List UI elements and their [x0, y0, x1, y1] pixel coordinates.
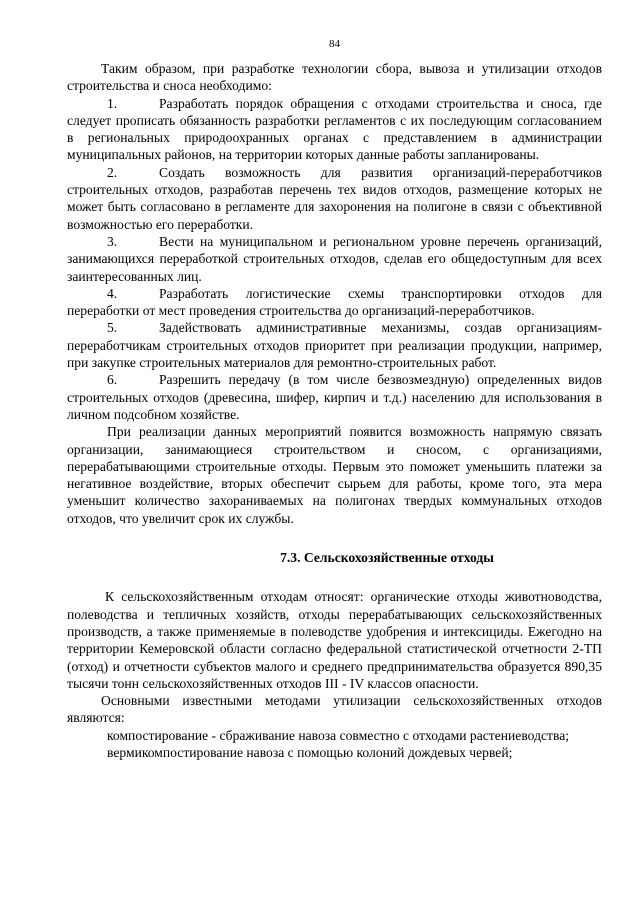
list-item-number: 2.	[107, 164, 118, 180]
intro-paragraph: Таким образом, при разработке технологии сбора, вывоза и утилизации отходов строительства и сноса необходимо:	[67, 61, 602, 94]
list-item	[67, 233, 602, 285]
section-paragraph: Основными известными методами утилизации сельскохозяйственных отходов являются:	[67, 693, 602, 726]
list-item-text: Вести на муниципальном и региональном уровне перечень организаций, занимающихся переработкой строительных отходов, сделав его общедоступным для всех заинтересованных лиц.	[67, 233, 602, 284]
list-item	[67, 95, 602, 164]
list-item-number: 1.	[107, 95, 118, 111]
section-heading: 7.3. Сельскохозяйственные отходы	[280, 550, 494, 566]
list-item-text: Задействовать административные механизмы, создав организациям-переработчикам строительных отходов приоритет при реализации продукции, например, при закупке строительных материалов для ремонтно-строительных работ.	[67, 320, 602, 371]
list-item	[67, 285, 602, 320]
list-item-number: 5.	[107, 320, 118, 336]
list-item-text: Разработать логистические схемы транспортировки отходов для переработки от мест проведения строительства до организаций-переработчиков.	[67, 285, 602, 319]
list-item	[67, 371, 602, 423]
list-item-text: Разрешить передачу (в том числе безвозмездную) определенных видов строительных отходов (древесина, шифер, кирпич и т.д.) населению для использования в личном подсобном хозяйстве.	[67, 372, 602, 422]
document-body	[67, 60, 602, 761]
page-number: 84	[329, 38, 340, 50]
section-paragraph: К сельскохозяйственным отходам относят: органические отходы животноводства, полеводства и тепличных хозяйств, отходы перерабатывающих сельскохозяйственных производств, а также применяемые в полеводстве удобрения и интексициды. Ежегодно на территории Кемеровской области согласно федеральной статистической отчетности 2-ТП (отход) и отчетности субъектов малого и среднего предпринимательства образуется 890,35 тысячи тонн сельскохозяйственных отходов III - IV классов опасности.	[67, 589, 602, 691]
list-item-text: Создать возможность для развития организаций-переработчиков строительных отходов, разработав перечень тех видов отходов, размещение которых не может быть согласовано в регламенте для захоронения на полигоне в связи с объективной возможностью его переработки.	[67, 164, 602, 232]
conclusion-paragraph: При реализации данных мероприятий появится возможность напрямую связать организации, занимающиеся строительством и сносом, с организациями, перерабатывающими строительные отходы. Первым это поможет уменьшить платежи за негативное воздействие, вторых обеспечит сырьем для работы, кроме того, эта мера уменьшит количество захораниваемых на полигонах твердых коммунальных отходов отходов, что увеличит срок их службы.	[67, 424, 602, 526]
list-item	[67, 319, 602, 371]
list-item-number: 3.	[107, 233, 118, 249]
list-item-number: 4.	[107, 285, 118, 301]
list-item	[67, 164, 602, 233]
method-item: вермикомпостирование навоза с помощью колоний дождевых червей;	[107, 744, 513, 760]
method-item: компостирование - сбраживание навоза совместно с отходами растениеводства;	[107, 727, 570, 743]
list-item-text: Разработать порядок обращения с отходами строительства и сноса, где следует прописать обязанность разработки регламентов с их последующим согласованием в региональных природоохранных органах с представлением в администрации муниципальных районов, на территории которых данные работы запланированы.	[67, 95, 602, 163]
list-item-number: 6.	[107, 372, 118, 388]
